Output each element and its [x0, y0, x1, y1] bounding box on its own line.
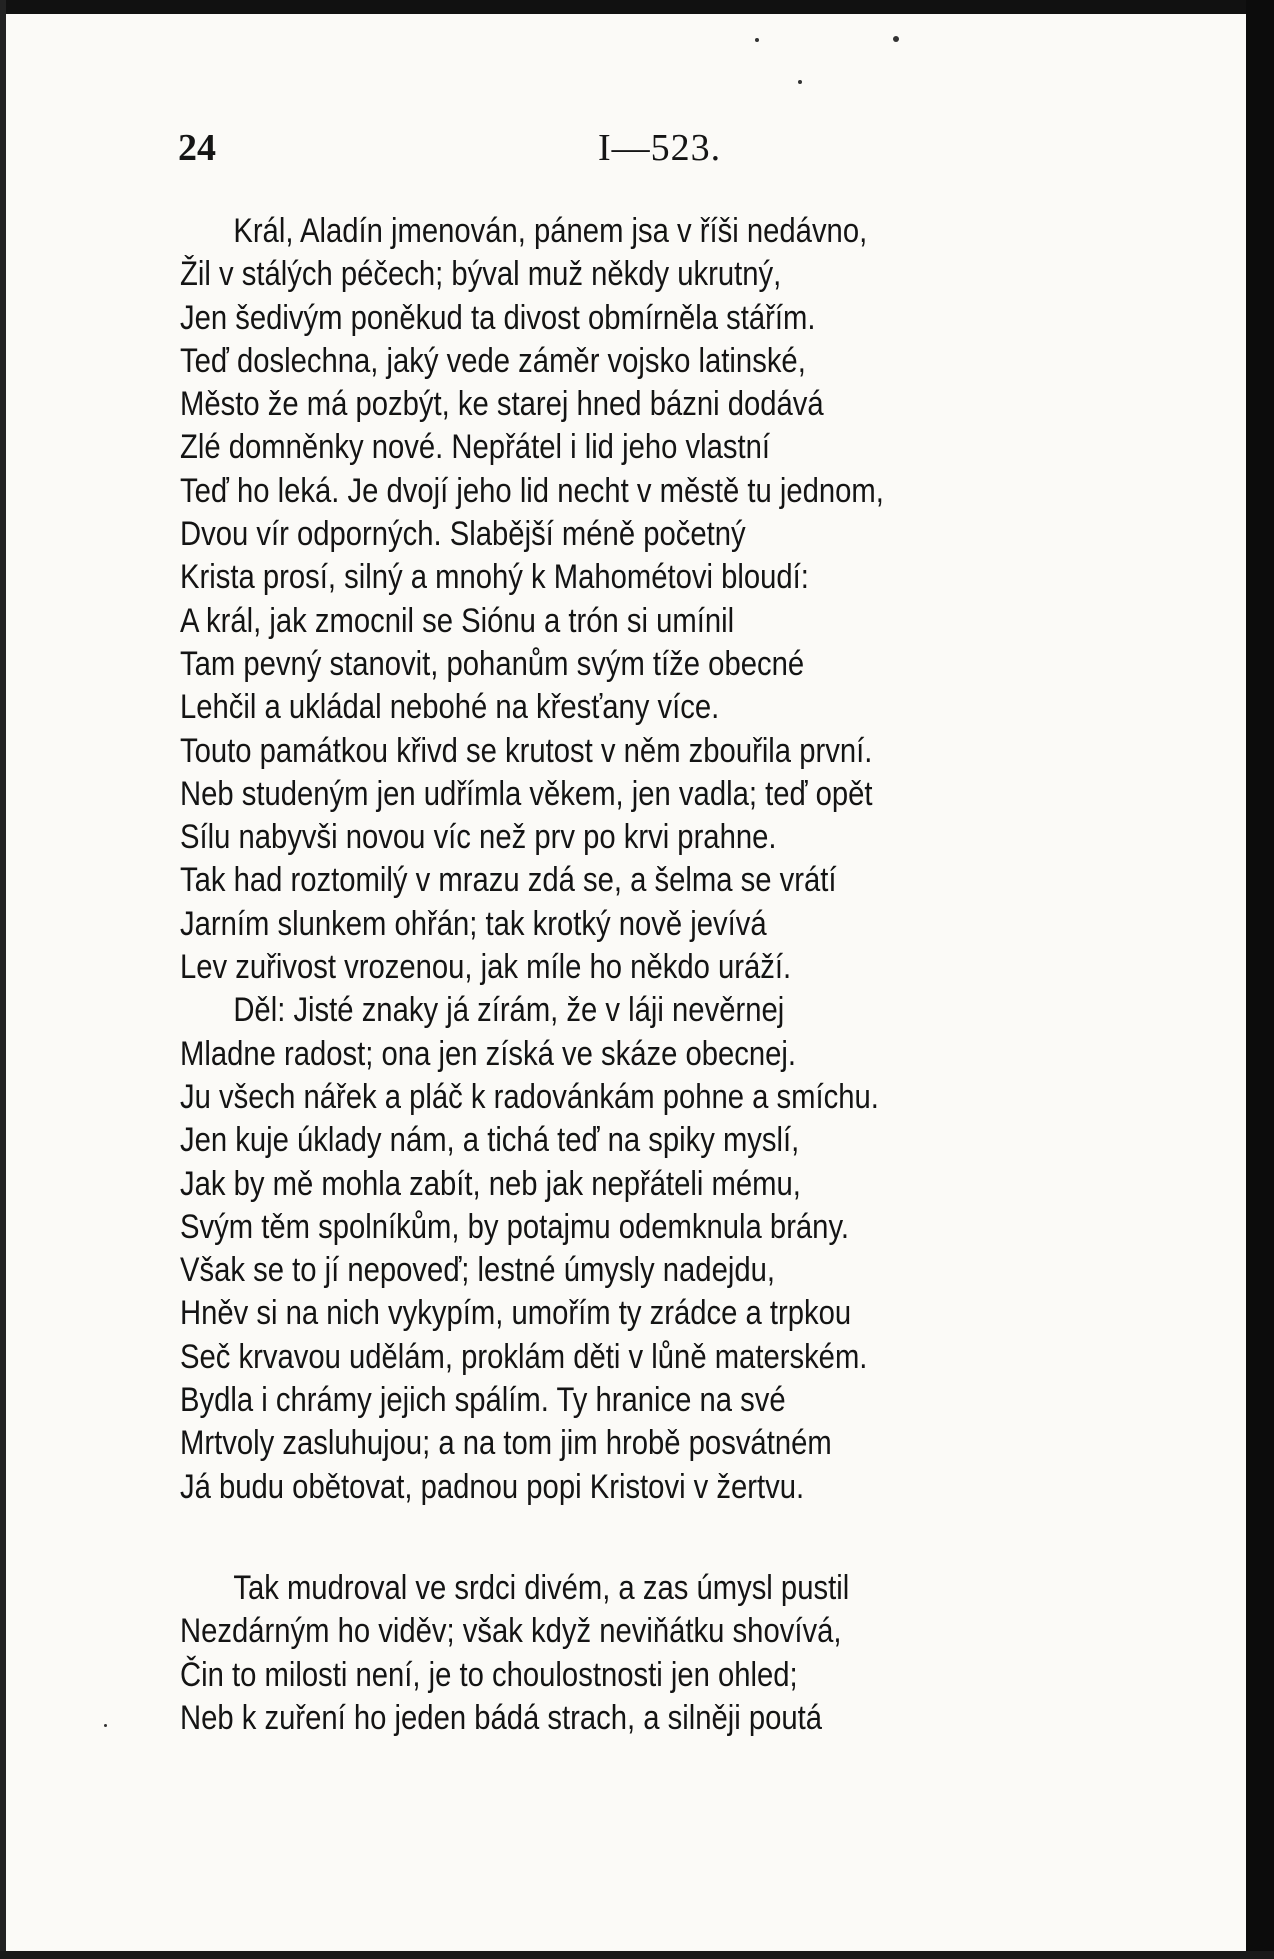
verse-line: Mladne radost; ona jen získá ve skáze obecnej.: [180, 1034, 797, 1073]
scan-speck: [893, 36, 899, 42]
verse-line: Teď ho leká. Je dvojí jeho lid necht v městě tu jednom,: [180, 471, 884, 510]
verse-line: Tak had roztomilý v mrazu zdá se, a šelma se vrátí: [180, 861, 837, 900]
verse-line: Jarním slunkem ohřán; tak krotký nově jevívá: [180, 904, 767, 943]
verse-line: Krista prosí, silný a mnohý k Mahométovi bloudí:: [180, 558, 809, 597]
scan-speck: [104, 1724, 107, 1727]
verse-line: Jen šedivým poněkud ta divost obmírněla stářím.: [180, 298, 816, 337]
verse-line: A král, jak zmocnil se Siónu a trón si umínil: [180, 601, 735, 640]
verse-line: Nezdárným ho viděv; však když neviňátku shovívá,: [180, 1612, 842, 1651]
verse-line: Bydla i chrámy jejich spálím. Ty hranice na své: [180, 1381, 786, 1420]
verse-line: Tak mudroval ve srdci divém, a zas úmysl pustil: [233, 1568, 850, 1607]
verse-line: Touto památkou křivd se krutost v něm zbouřila první.: [180, 731, 873, 770]
poem-body: [180, 210, 1023, 1740]
verse-line: Král, Aladín jmenován, pánem jsa v říši nedávno,: [233, 212, 868, 250]
verse-line: Seč krvavou udělám, proklám děti v lůně materském.: [180, 1337, 868, 1376]
verse-line: Hněv si na nich vykypím, umořím ty zrádce a trpkou: [180, 1294, 852, 1333]
stanza-2: [180, 1567, 1023, 1740]
verse-line: Jen kuje úklady nám, a tichá teď na spiky myslí,: [180, 1121, 800, 1160]
verse-line: Město že má pozbýt, ke starej hned bázni dodává: [180, 385, 824, 424]
verse-line: Však se to jí nepoveď; lestné úmysly nadejdu,: [180, 1251, 775, 1290]
verse-line: Ju všech nářek a pláč k radovánkám pohne a smíchu.: [180, 1077, 879, 1116]
scan-border-left: [0, 0, 6, 1959]
page-number: 24: [178, 127, 216, 169]
verse-line: Zlé domněnky nové. Nepřátel i lid jeho vlastní: [180, 428, 770, 467]
verse-line: Já budu obětovat, padnou popi Kristovi v žertvu.: [180, 1467, 805, 1506]
signature-mark: I—523.: [598, 127, 722, 169]
scan-border-bottom: [0, 1951, 1274, 1959]
verse-line: Teď doslechna, jaký vede záměr vojsko latinské,: [180, 341, 806, 380]
verse-line: Čin to milosti není, je to choulostnosti jen ohled;: [180, 1655, 798, 1694]
verse-line: Děl: Jisté znaky já zírám, že v láji nevěrnej: [233, 991, 785, 1030]
verse-line: Svým těm spolníkům, by potajmu odemknula brány.: [180, 1207, 850, 1246]
verse-line: Neb k zuření ho jeden bádá strach, a silněji poutá: [180, 1698, 823, 1737]
scan-border-top: [0, 0, 1274, 14]
verse-line: Žil v stálých péčech; býval muž někdy ukrutný,: [180, 255, 782, 294]
verse-line: Jak by mě mohla zabít, neb jak nepřáteli mému,: [180, 1164, 801, 1203]
verse-line: Neb studeným jen udřímla věkem, jen vadla; teď opět: [180, 774, 873, 813]
scan-speck: [755, 38, 759, 42]
verse-line: Lev zuřivost vrozenou, jak míle ho někdo uráží.: [180, 948, 792, 987]
page-header: [178, 126, 1158, 176]
stanza-1: [180, 210, 1023, 1509]
verse-line: Lehčil a ukládal nebohé na křesťany více.: [180, 688, 720, 727]
scan-border-right: [1246, 0, 1274, 1959]
verse-line: Sílu nabyvši novou víc než prv po krvi prahne.: [180, 818, 777, 857]
scan-speck: [798, 80, 802, 84]
verse-line: Tam pevný stanovit, pohanům svým tíže obecné: [180, 644, 805, 683]
verse-line: Dvou vír odporných. Slabější méně početný: [180, 515, 746, 554]
verse-line: Mrtvoly zasluhujou; a na tom jim hrobě posvátném: [180, 1424, 832, 1463]
